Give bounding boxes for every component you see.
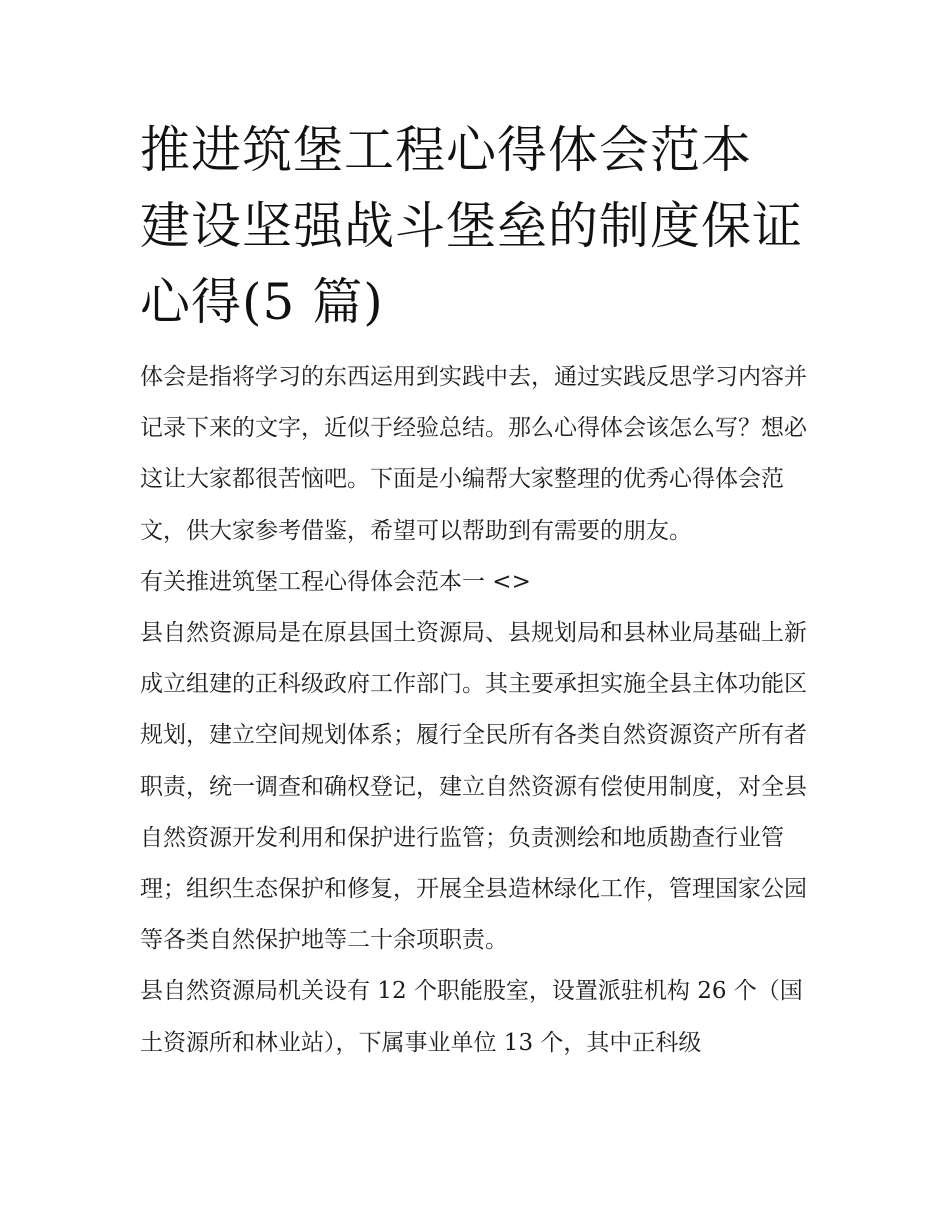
body-paragraph-1: 县自然资源局是在原县国土资源局、县规划局和县林业局基础上新成立组建的正科级政府工作部门。其主要承担实施全县主体功能区规划，建立空间规划体系；履行全民所有各类自然资源资产所有者职责，统一调查和确权登记，建立自然资源有偿使用制度，对全县自然资源开发利用和保护进行监管；负责测绘和地质勘查行业管理；组织生态保护和修复，开展全县造林绿化工作，管理国家公园等各类自然保护地等二十余项职责。 <box>140 620 807 954</box>
section-heading: 有关推进筑堡工程心得体会范本一 <> <box>140 568 531 595</box>
body-paragraph-2: 县自然资源局机关设有 12 个职能股室，设置派驻机构 26 个（国土资源所和林业站），下属事业单位 13 个，其中正科级 <box>140 978 803 1056</box>
document-body <box>140 352 812 1069</box>
document-page <box>140 112 812 1069</box>
document-title: 推进筑堡工程心得体会范本 建设坚强战斗堡垒的制度保证心得(5 篇) <box>140 121 803 331</box>
intro-paragraph: 体会是指将学习的东西运用到实践中去，通过实践反思学习内容并记录下来的文字，近似于经验总结。那么心得体会该怎么写？想必这让大家都很苦恼吧。下面是小编帮大家整理的优秀心得体会范文，供大家参考借鉴，希望可以帮助到有需要的朋友。 <box>140 364 807 544</box>
